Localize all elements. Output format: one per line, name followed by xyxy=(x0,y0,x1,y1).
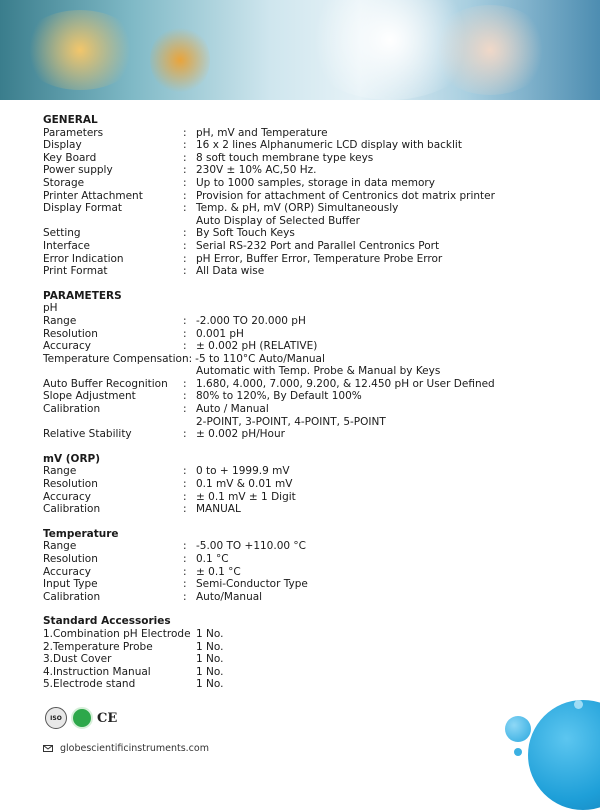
accessories-list xyxy=(43,628,583,691)
spec-row xyxy=(43,340,583,353)
certification-logos xyxy=(45,706,117,730)
spec-value: 230V ± 10% AC,50 Hz. xyxy=(196,164,317,177)
spec-separator: : xyxy=(183,540,187,553)
spec-separator: : xyxy=(183,126,187,139)
spec-label: Storage xyxy=(43,176,85,189)
spec-row xyxy=(43,553,583,566)
spec-value: Semi-Conductor Type xyxy=(196,578,308,591)
section-heading-accessories: Standard Accessories xyxy=(43,615,171,628)
spec-value: ± 0.002 pH/Hour xyxy=(196,428,285,441)
spec-separator: : xyxy=(183,314,187,327)
accessory-qty: 1 No. xyxy=(196,678,224,691)
spec-label: Calibration xyxy=(43,403,101,416)
spec-separator: : xyxy=(183,465,187,478)
spec-value: 1.680, 4.000, 7.000, 9.200, & 12.450 pH or User Defined xyxy=(196,377,495,390)
spec-separator: : xyxy=(183,227,187,240)
spec-row xyxy=(43,591,583,604)
accessory-item xyxy=(43,628,583,641)
spec-value: Auto/Manual xyxy=(196,590,263,603)
footer xyxy=(43,743,209,754)
spec-separator: : xyxy=(183,403,187,416)
ce-mark: CE xyxy=(97,710,118,726)
spec-separator: : xyxy=(183,164,187,177)
spec-label: Calibration xyxy=(43,503,101,516)
spec-row xyxy=(43,353,583,366)
spec-value: pH Error, Buffer Error, Temperature Probe Error xyxy=(196,252,443,265)
ph-subheading: pH xyxy=(43,302,58,315)
spec-row xyxy=(43,328,583,341)
spec-separator: : xyxy=(183,478,187,491)
section-heading-mv: mV (ORP) xyxy=(43,452,101,465)
spec-label: Resolution xyxy=(43,478,98,491)
decorative-bubble xyxy=(505,716,531,742)
spec-separator: : xyxy=(183,239,187,252)
spec-value-continued: Auto Display of Selected Buffer xyxy=(196,214,360,227)
spec-value: MANUAL xyxy=(196,503,241,516)
spec-separator: : xyxy=(183,252,187,265)
spec-row xyxy=(43,240,583,253)
spec-value: ± 0.002 pH (RELATIVE) xyxy=(196,340,318,353)
spec-label: Accuracy xyxy=(43,340,91,353)
spec-row xyxy=(43,566,583,579)
mail-icon xyxy=(43,745,53,752)
spec-row xyxy=(43,378,583,391)
spec-row xyxy=(43,265,583,278)
spec-separator: : xyxy=(183,565,187,578)
spec-value: All Data wise xyxy=(196,265,265,278)
spec-value: pH, mV and Temperature xyxy=(196,126,328,139)
spec-separator: : xyxy=(183,176,187,189)
spec-row xyxy=(43,428,583,441)
spec-separator: : xyxy=(183,327,187,340)
spec-value: Temp. & pH, mV (ORP) Simultaneously xyxy=(196,202,399,215)
ph-list xyxy=(43,315,583,353)
spec-label: Relative Stability xyxy=(43,428,132,441)
spec-value: Serial RS-232 Port and Parallel Centronics Port xyxy=(196,239,440,252)
spec-label: Calibration xyxy=(43,590,101,603)
mv-list xyxy=(43,465,583,515)
accessory-item xyxy=(43,641,583,654)
spec-row xyxy=(43,202,583,215)
spec-value: Up to 1000 samples, storage in data memory xyxy=(196,176,435,189)
spec-value: 0.001 pH xyxy=(196,327,244,340)
spec-row xyxy=(43,315,583,328)
spec-value: -5 to 110°C Auto/Manual xyxy=(195,352,325,365)
spec-separator: : xyxy=(183,202,187,215)
spec-value: ± 0.1 mV ± 1 Digit xyxy=(196,490,296,503)
spec-label: Power supply xyxy=(43,164,113,177)
spec-label: Slope Adjustment xyxy=(43,390,136,403)
accessory-name: 5.Electrode stand xyxy=(43,678,136,691)
spec-label: Temperature Compensation: xyxy=(43,352,193,365)
general-list xyxy=(43,127,583,278)
spec-separator: : xyxy=(183,390,187,403)
decorative-bubble xyxy=(528,700,600,810)
accessory-name: 2.Temperature Probe xyxy=(43,640,153,653)
spec-row xyxy=(43,478,583,491)
spec-label: Display Format xyxy=(43,202,123,215)
spec-separator: : xyxy=(183,590,187,603)
spec-value: -5.00 TO +110.00 °C xyxy=(196,540,306,553)
spec-separator: : xyxy=(183,428,187,441)
decorative-bubble xyxy=(574,700,583,709)
spec-value: 80% to 120%, By Default 100% xyxy=(196,390,362,403)
spec-separator: : xyxy=(183,189,187,202)
spec-value: Provision for attachment of Centronics dot matrix printer xyxy=(196,189,495,202)
spec-value: 0.1 mV & 0.01 mV xyxy=(196,478,293,491)
spec-row xyxy=(43,253,583,266)
spec-row xyxy=(43,177,583,190)
spec-label: Display xyxy=(43,139,82,152)
spec-label: Interface xyxy=(43,239,91,252)
spec-separator: : xyxy=(183,503,187,516)
spec-value: -2.000 TO 20.000 pH xyxy=(196,314,306,327)
spec-value: 0.1 °C xyxy=(196,553,229,565)
spec-row xyxy=(43,152,583,165)
spec-row xyxy=(43,503,583,516)
accessory-name: 1.Combination pH Electrode xyxy=(43,627,191,640)
spec-row xyxy=(43,164,583,177)
accessory-name: 3.Dust Cover xyxy=(43,653,112,666)
spec-value-continued: 2-POINT, 3-POINT, 4-POINT, 5-POINT xyxy=(196,415,386,428)
spec-separator: : xyxy=(183,151,187,164)
spec-value: 16 x 2 lines Alphanumeric LCD display with backlit xyxy=(196,139,462,152)
spec-label: Key Board xyxy=(43,151,97,164)
spec-label: Range xyxy=(43,465,77,478)
spec-row xyxy=(43,540,583,553)
spec-label: Range xyxy=(43,540,77,553)
spec-label: Auto Buffer Recognition xyxy=(43,377,168,390)
section-heading-parameters: PARAMETERS xyxy=(43,289,122,302)
spec-label: Printer Attachment xyxy=(43,189,143,202)
spec-label: Resolution xyxy=(43,553,98,565)
spec-row xyxy=(43,190,583,203)
spec-label: Resolution xyxy=(43,327,98,340)
green-cert-icon xyxy=(71,707,93,729)
accessory-qty: 1 No. xyxy=(196,640,224,653)
spec-label: Range xyxy=(43,314,77,327)
spec-value: ± 0.1 °C xyxy=(196,565,241,578)
spec-row xyxy=(43,403,583,416)
spec-value: By Soft Touch Keys xyxy=(196,227,295,240)
spec-value: Auto / Manual xyxy=(196,403,269,416)
spec-value: 0 to + 1999.9 mV xyxy=(196,465,290,478)
accessory-qty: 1 No. xyxy=(196,627,224,640)
spec-row xyxy=(43,465,583,478)
spec-separator: : xyxy=(183,340,187,353)
spec-label: Print Format xyxy=(43,265,108,278)
accessory-qty: 1 No. xyxy=(196,653,224,666)
spec-label: Parameters xyxy=(43,126,104,139)
spec-label: Error Indication xyxy=(43,252,124,265)
spec-separator: : xyxy=(183,377,187,390)
spec-separator: : xyxy=(183,265,187,278)
spec-label: Setting xyxy=(43,227,81,240)
spec-row xyxy=(43,578,583,591)
temperature-list xyxy=(43,540,583,603)
spec-label: Input Type xyxy=(43,578,98,591)
ph-list-2 xyxy=(43,378,583,416)
spec-label: Accuracy xyxy=(43,490,91,503)
spec-separator: : xyxy=(183,139,187,152)
spec-row xyxy=(43,127,583,140)
section-heading-general: GENERAL xyxy=(43,114,98,126)
spec-row xyxy=(43,227,583,240)
spec-separator: : xyxy=(183,553,187,565)
spec-label: Accuracy xyxy=(43,565,91,578)
section-heading-temperature: Temperature xyxy=(43,527,119,540)
accessory-item xyxy=(43,666,583,679)
spec-value: 8 soft touch membrane type keys xyxy=(196,151,374,164)
accessory-item xyxy=(43,653,583,666)
spec-value-continued: Automatic with Temp. Probe & Manual by Keys xyxy=(196,365,441,378)
decorative-bubble xyxy=(514,748,522,756)
accessory-qty: 1 No. xyxy=(196,665,224,678)
accessory-item xyxy=(43,678,583,691)
spec-row xyxy=(43,390,583,403)
spec-sheet xyxy=(43,114,583,691)
header-banner-image xyxy=(0,0,600,100)
spec-separator: : xyxy=(183,578,187,591)
spec-separator: : xyxy=(183,490,187,503)
spec-row xyxy=(43,139,583,152)
iso-logo: ISO xyxy=(45,707,67,729)
accessory-name: 4.Instruction Manual xyxy=(43,665,151,678)
spec-row xyxy=(43,491,583,504)
website-link[interactable]: globescientificinstruments.com xyxy=(60,743,209,754)
